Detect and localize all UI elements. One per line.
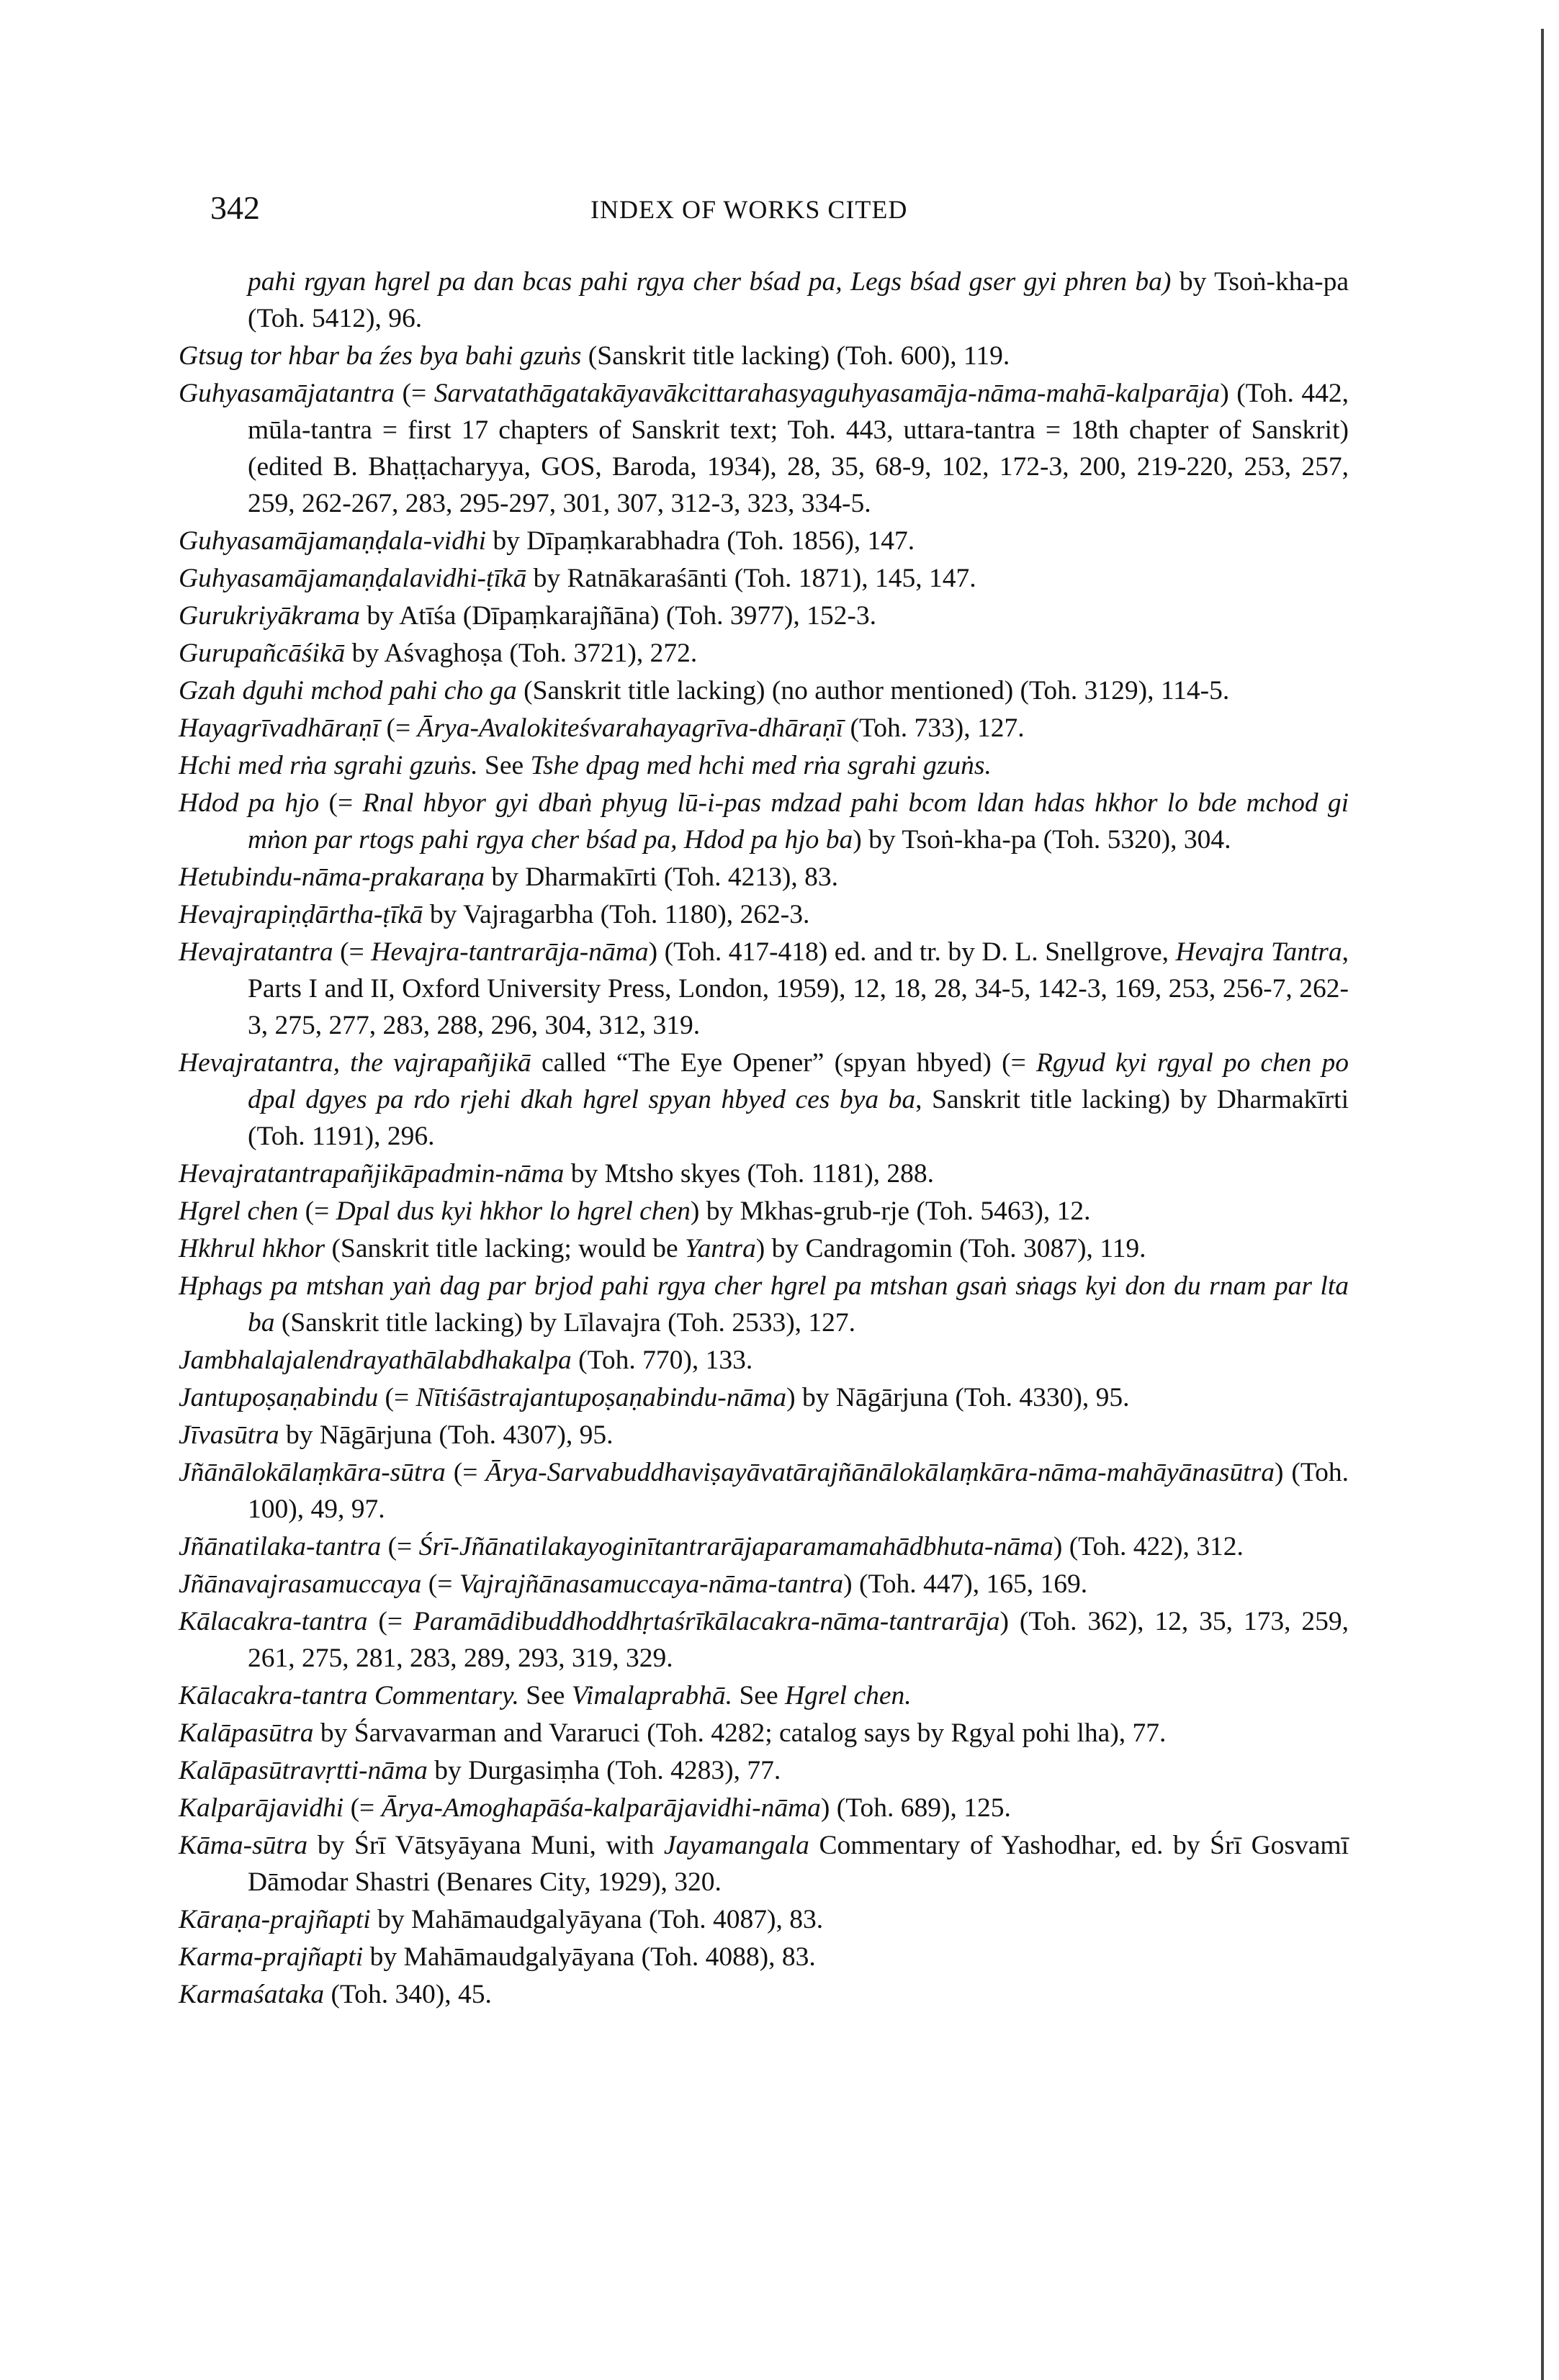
- entry-text: (=: [298, 1196, 336, 1226]
- index-entries: [179, 263, 1349, 2014]
- entry-text: (Sanskrit title lacking; would be: [325, 1234, 686, 1263]
- page-title: INDEX OF WORKS CITED: [590, 195, 908, 224]
- entry-text: by Vajragarbha (Toh. 1180), 262-3.: [423, 900, 810, 929]
- index-entry: [179, 375, 1349, 522]
- entry-text: called “The Eye Opener” (spyan hbyed) (=: [531, 1048, 1036, 1078]
- index-entry: [179, 1901, 1349, 1938]
- entry-text: ) (Toh. 447), 165, 169.: [843, 1569, 1088, 1599]
- entry-title-text: pahi rgyan hgrel pa dan bcas pahi rgya cher bśad pa, Legs bśad gser gyi phren ba): [248, 267, 1172, 297]
- entry-title-text: Paramādibuddhoddhṛtaśrīkālacakra-nāma-tantrarāja: [413, 1607, 1000, 1636]
- entry-title-text: Hayagrīvadhāraṇī: [179, 713, 380, 743]
- entry-title-text: Jīvasūtra: [179, 1420, 279, 1450]
- entry-text: See: [518, 1681, 572, 1710]
- entry-title-text: Hphags pa mtshan yaṅ dag par brjod pahi rgya cher hgrel pa mtshan gsaṅ sṅags kyi don du rnam par lta ba: [179, 1271, 1349, 1338]
- entry-text: ) (Toh. 442, mūla-tantra = first 17 chapters of Sanskrit text; Toh. 443, uttara-tantra = 18th chapter of Sanskrit) (edited B. Bhaṭṭacharyya, GOS, Baroda, 1934), 28, 35, 68-9, 102, 172-3, 200, 219-220, 253, 257, 259, 262-267, 283, 295-297, 301, 307, 312-3, 323, 334-5.: [248, 379, 1349, 518]
- entry-title-text: Kalāpasūtra: [179, 1718, 314, 1748]
- index-entry: [179, 747, 1349, 784]
- entry-title-text: Jayamangala: [663, 1831, 809, 1860]
- entry-title-text: Hkhrul hkhor: [179, 1234, 325, 1263]
- entry-text: , Parts I and II, Oxford University Press, London, 1959), 12, 18, 28, 34-5, 142-3, 169, 253, 256-7, 262-3, 275, 277, 283, 288, 296, 304, 312, 319.: [248, 937, 1349, 1040]
- entry-text: by Dharmakīrti (Toh. 4213), 83.: [484, 862, 838, 892]
- entry-text: by Aśvaghoṣa (Toh. 3721), 272.: [345, 639, 698, 668]
- entry-text: by Mahāmaudgalyāyana (Toh. 4088), 83.: [363, 1942, 816, 1972]
- index-entry: [179, 710, 1349, 747]
- entry-text: (Sanskrit title lacking) (no author mentioned) (Toh. 3129), 114-5.: [516, 676, 1230, 706]
- index-entry: [179, 1603, 1349, 1677]
- entry-text: ) (Toh. 417-418) ed. and tr. by D. L. Snellgrove,: [648, 937, 1176, 967]
- entry-title-text: Hchi med rṅa sgrahi gzuṅs.: [179, 751, 478, 780]
- entry-title-text: Hevajratantra: [179, 937, 333, 967]
- entry-title-text: Sarvatathāgatakāyavākcittarahasyaguhyasamāja-nāma-mahā-kalparāja: [433, 379, 1221, 408]
- entry-text: by Mahāmaudgalyāyana (Toh. 4087), 83.: [370, 1905, 824, 1934]
- entry-title-text: Hgrel chen.: [784, 1681, 912, 1710]
- entry-title-text: Tshe dpag med hchi med rṅa sgrahi gzuṅs.: [530, 751, 992, 780]
- entry-text: Commentary of Yashodhar, ed. by Śrī Gosvamī Dāmodar Shastri (Benares City, 1929), 320.: [248, 1831, 1349, 1897]
- entry-text: (=: [379, 713, 418, 743]
- entry-text: ) by Mkhas-grub-rje (Toh. 5463), 12.: [690, 1196, 1091, 1226]
- scan-edge-line: [1541, 29, 1544, 2380]
- entry-title-text: Dpal dus kyi hkhor lo hgrel chen: [336, 1196, 691, 1226]
- entry-title-text: Śrī-Jñānatilakayoginītantrarājaparamamahādbhuta-nāma: [418, 1532, 1053, 1561]
- index-entry: [179, 1379, 1349, 1416]
- index-entry: [179, 523, 1349, 559]
- entry-title-text: Karma-prajñapti: [179, 1942, 364, 1972]
- entry-title-text: Jñānavajrasamuccaya: [179, 1569, 422, 1599]
- entry-title-text: Yantra: [685, 1234, 756, 1263]
- entry-title-text: Ārya-Avalokiteśvarahayagrīva-dhāraṇī: [417, 713, 844, 743]
- entry-title-text: Hetubindu-nāma-prakaraṇa: [179, 862, 485, 892]
- index-entry: [179, 1715, 1349, 1752]
- entry-text: by Śarvavarman and Vararuci (Toh. 4282; catalog says by Rgyal pohi lha), 77.: [313, 1718, 1167, 1748]
- entry-text: (Toh. 733), 127.: [843, 713, 1025, 743]
- entry-text: by Tsoṅ-kha-pa (Toh. 5412), 96.: [248, 267, 1349, 333]
- index-entry: [179, 859, 1349, 896]
- entry-title-text: Guhyasamājatantra: [179, 379, 395, 408]
- entry-title-text: Hgrel chen: [179, 1196, 299, 1226]
- index-entry: [179, 1566, 1349, 1603]
- entry-text: (=: [381, 1532, 419, 1561]
- entry-text: by Nāgārjuna (Toh. 4307), 95.: [279, 1420, 614, 1450]
- entry-text: (=: [343, 1793, 382, 1823]
- index-entry: [179, 1790, 1349, 1826]
- index-entry: [179, 1342, 1349, 1379]
- index-entry: [179, 785, 1349, 858]
- entry-text: (=: [367, 1607, 413, 1636]
- entry-title-text: Kāma-sūtra: [179, 1831, 308, 1860]
- running-head: [0, 189, 1559, 232]
- entry-title-text: Gurukriyākrama: [179, 601, 361, 631]
- entry-title-text: Kālacakra-tantra Commentary.: [179, 1681, 519, 1710]
- index-entry: [179, 1230, 1349, 1267]
- entry-text: (=: [333, 937, 372, 967]
- index-entry: [179, 263, 1349, 337]
- index-entry: [179, 1268, 1349, 1341]
- entry-title-text: Rnal hbyor gyi dbaṅ phyug lū-i-pas mdzad pahi bcom ldan hdas hkhor lo bde mchod gi mṅon par rtogs pahi rgya cher bśad pa, Hdod pa hjo ba: [248, 788, 1349, 855]
- entry-title-text: Hdod pa hjo: [179, 788, 320, 818]
- entry-title-text: Vimalaprabhā.: [571, 1681, 733, 1710]
- entry-title-text: Kālacakra-tantra: [179, 1607, 368, 1636]
- entry-title-text: Guhyasamājamaṇḍala-vidhi: [179, 526, 487, 556]
- entry-text: See: [732, 1681, 785, 1710]
- index-entry: [179, 1454, 1349, 1528]
- entry-title-text: Ārya-Amoghapāśa-kalparājavidhi-nāma: [381, 1793, 821, 1823]
- entry-title-text: Hevajrapiṇḍārtha-ṭīkā: [179, 900, 423, 929]
- entry-text: (Toh. 770), 133.: [571, 1345, 753, 1375]
- index-entry: [179, 1417, 1349, 1453]
- entry-title-text: Hevajra Tantra: [1175, 937, 1342, 967]
- entry-text: ) (Toh. 362), 12, 35, 173, 259, 261, 275, 281, 283, 289, 293, 319, 329.: [248, 1607, 1349, 1673]
- entry-title-text: Karmaśataka: [179, 1980, 325, 2009]
- index-entry: [179, 1827, 1349, 1901]
- entry-title-text: Hevajratantra, the vajrapañjikā: [179, 1048, 531, 1078]
- entry-title-text: Kalāpasūtravṛtti-nāma: [179, 1756, 428, 1785]
- entry-title-text: Hevajratantrapañjikāpadmin-nāma: [179, 1159, 565, 1189]
- entry-text: ) by Nāgārjuna (Toh. 4330), 95.: [786, 1383, 1130, 1412]
- entry-text: by Ratnākaraśānti (Toh. 1871), 145, 147.: [526, 564, 976, 593]
- entry-text: by Dīpaṃkarabhadra (Toh. 1856), 147.: [486, 526, 915, 556]
- entry-text: (=: [319, 788, 363, 818]
- entry-title-text: Nītiśāstrajantupoṣaṇabindu-nāma: [415, 1383, 787, 1412]
- index-entry: [179, 1528, 1349, 1565]
- entry-text: (=: [445, 1458, 486, 1487]
- index-entry: [179, 672, 1349, 709]
- entry-title-text: Rgyud kyi rgyal po chen po dpal dgyes pa rdo rjehi dkah hgrel spyan hbyed ces bya ba: [248, 1048, 1349, 1114]
- entry-text: ) (Toh. 689), 125.: [820, 1793, 1011, 1823]
- index-entry: [179, 338, 1349, 374]
- entry-title-text: Ārya-Sarvabuddhaviṣayāvatārajñānālokālaṃkāra-nāma-mahāyānasūtra: [485, 1458, 1275, 1487]
- entry-text: ) by Tsoṅ-kha-pa (Toh. 5320), 304.: [853, 825, 1231, 855]
- entry-text: , Sanskrit title lacking) by Dharmakīrti (Toh. 1191), 296.: [248, 1085, 1349, 1151]
- entry-text: (Sanskrit title lacking) by Līlavajra (Toh. 2533), 127.: [274, 1308, 856, 1338]
- entry-text: by Atīśa (Dīpaṃkarajñāna) (Toh. 3977), 152-3.: [360, 601, 877, 631]
- index-entry: [179, 1193, 1349, 1230]
- entry-text: by Durgasiṃha (Toh. 4283), 77.: [427, 1756, 781, 1785]
- index-entry: [179, 1677, 1349, 1714]
- entry-title-text: Jantupoṣaṇabindu: [179, 1383, 379, 1412]
- entry-title-text: Gtsug tor hbar ba źes bya bahi gzuṅs: [179, 341, 582, 371]
- index-entry: [179, 1155, 1349, 1192]
- entry-text: See: [477, 751, 531, 780]
- entry-text: (=: [395, 379, 434, 408]
- entry-text: (Toh. 340), 45.: [324, 1980, 492, 2009]
- entry-title-text: Kāraṇa-prajñapti: [179, 1905, 371, 1934]
- entry-title-text: Hevajra-tantrarāja-nāma: [371, 937, 649, 967]
- entry-title-text: Jñānatilaka-tantra: [179, 1532, 382, 1561]
- entry-text: (Sanskrit title lacking) (Toh. 600), 119.: [581, 341, 1010, 371]
- entry-title-text: Vajrajñānasamuccaya-nāma-tantra: [459, 1569, 844, 1599]
- entry-text: ) (Toh. 100), 49, 97.: [248, 1458, 1349, 1524]
- entry-title-text: Guhyasamājamaṇḍalavidhi-ṭīkā: [179, 564, 527, 593]
- entry-text: (=: [421, 1569, 459, 1599]
- index-entry: [179, 934, 1349, 1044]
- index-entry: [179, 598, 1349, 634]
- entry-text: by Śrī Vātsyāyana Muni, with: [307, 1831, 664, 1860]
- page-number: 342: [210, 189, 260, 226]
- index-entry: [179, 1976, 1349, 2013]
- entry-text: (=: [378, 1383, 416, 1412]
- entry-title-text: Gzah dguhi mchod pahi cho ga: [179, 676, 517, 706]
- entry-title-text: Kalparājavidhi: [179, 1793, 344, 1823]
- entry-title-text: Jñānālokālaṃkāra-sūtra: [179, 1458, 446, 1487]
- entry-title-text: Gurupañcāśikā: [179, 639, 346, 668]
- entry-text: ) (Toh. 422), 312.: [1053, 1532, 1244, 1561]
- index-entry: [179, 635, 1349, 672]
- index-entry: [179, 1939, 1349, 1975]
- entry-text: by Mtsho skyes (Toh. 1181), 288.: [564, 1159, 935, 1189]
- index-entry: [179, 1752, 1349, 1789]
- entry-text: ) by Candragomin (Toh. 3087), 119.: [755, 1234, 1146, 1263]
- index-entry: [179, 1045, 1349, 1155]
- index-entry: [179, 896, 1349, 933]
- index-entry: [179, 560, 1349, 597]
- entry-title-text: Jambhalajalendrayathālabdhakalpa: [179, 1345, 572, 1375]
